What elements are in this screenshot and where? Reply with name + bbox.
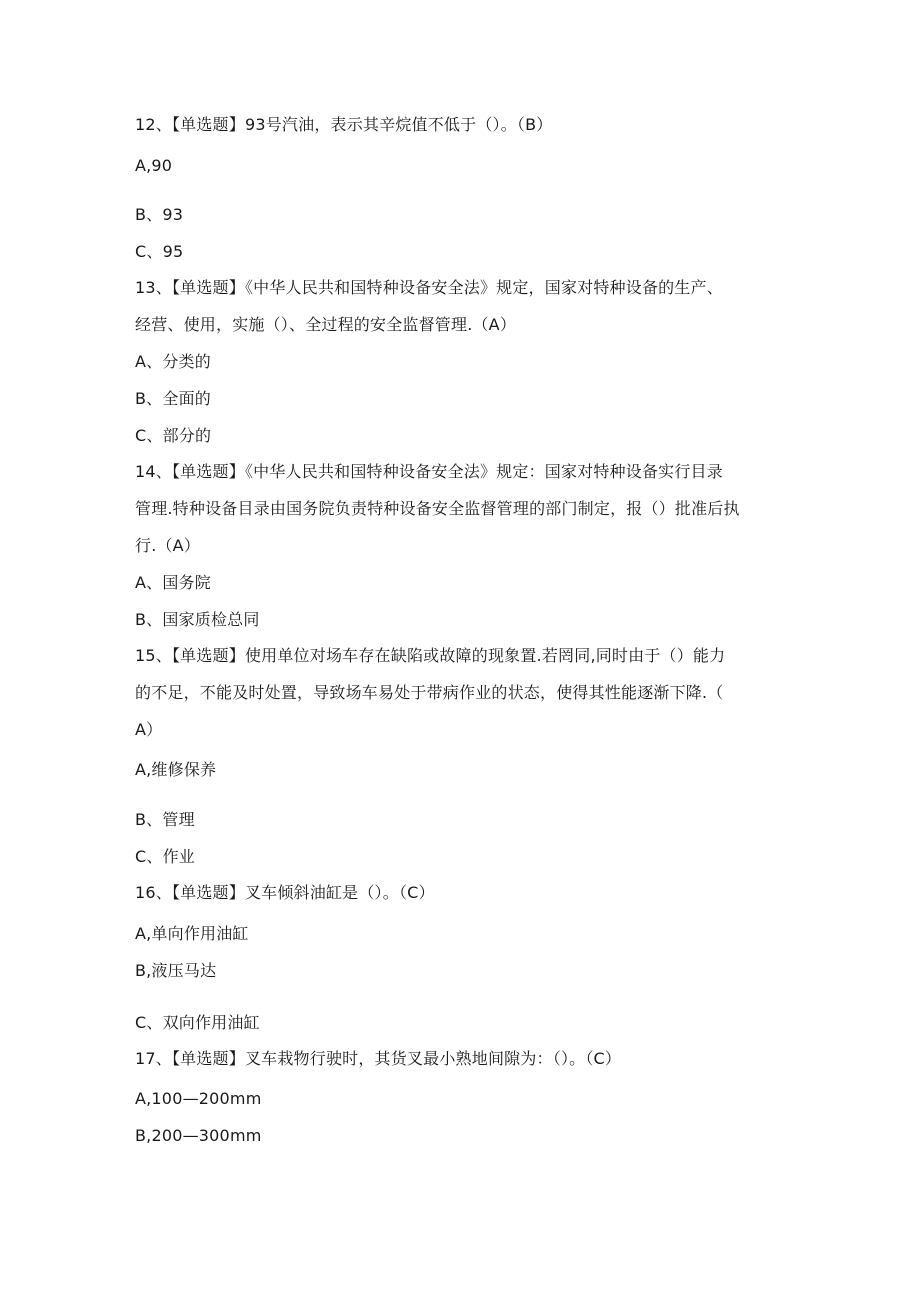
- question-stem: 12、【单选题】93号汽油，表示其辛烷值不低于（）。（B）: [135, 115, 553, 134]
- question-stem: 16、【单选题】叉车倾斜油缸是（）。（C）: [135, 883, 435, 902]
- option-b: B、管理: [135, 810, 195, 829]
- question-stem: 行.（A）: [135, 536, 201, 555]
- question-stem: 13、【单选题】《中华人民共和国特种设备安全法》规定，国家对特种设备的生产、: [135, 278, 723, 297]
- question-stem: 14、【单选题】《中华人民共和国特种设备安全法》规定：国家对特种设备实行目录: [135, 462, 723, 481]
- option-a: A、分类的: [135, 352, 211, 371]
- option-b: B,液压马达: [135, 961, 217, 980]
- option-b: B、93: [135, 205, 184, 224]
- option-c: C、作业: [135, 847, 195, 866]
- question-stem: 17、【单选题】叉车栽物行驶时，其货叉最小熟地间隙为：（）。（C）: [135, 1049, 622, 1068]
- option-b: B、国家质检总同: [135, 610, 260, 629]
- option-c: C、95: [135, 242, 184, 261]
- question-stem: 管理.特种设备目录由国务院负责特种设备安全监督管理的部门制定，报（）批准后执: [135, 499, 740, 518]
- question-stem: A）: [135, 720, 163, 739]
- option-c: C、双向作用油缸: [135, 1013, 260, 1032]
- option-c: C、部分的: [135, 426, 212, 445]
- option-a: A,100—200mm: [135, 1089, 262, 1108]
- option-b: B、全面的: [135, 389, 211, 408]
- option-a: A,维修保养: [135, 760, 217, 779]
- question-stem: 15、【单选题】使用单位对场车存在缺陷或故障的现象置.若罔同,同时由于（）能力: [135, 646, 726, 665]
- option-b: B,200—300mm: [135, 1126, 262, 1145]
- option-a: A、国务院: [135, 573, 211, 592]
- question-stem: 经营、使用，实施（）、全过程的安全监督管理.（A）: [135, 315, 517, 334]
- option-a: A,90: [135, 156, 173, 175]
- option-a: A,单向作用油缸: [135, 924, 249, 943]
- question-stem: 的不足，不能及时处置，导致场车易处于带病作业的状态，使得其性能逐渐下降.（: [135, 683, 724, 702]
